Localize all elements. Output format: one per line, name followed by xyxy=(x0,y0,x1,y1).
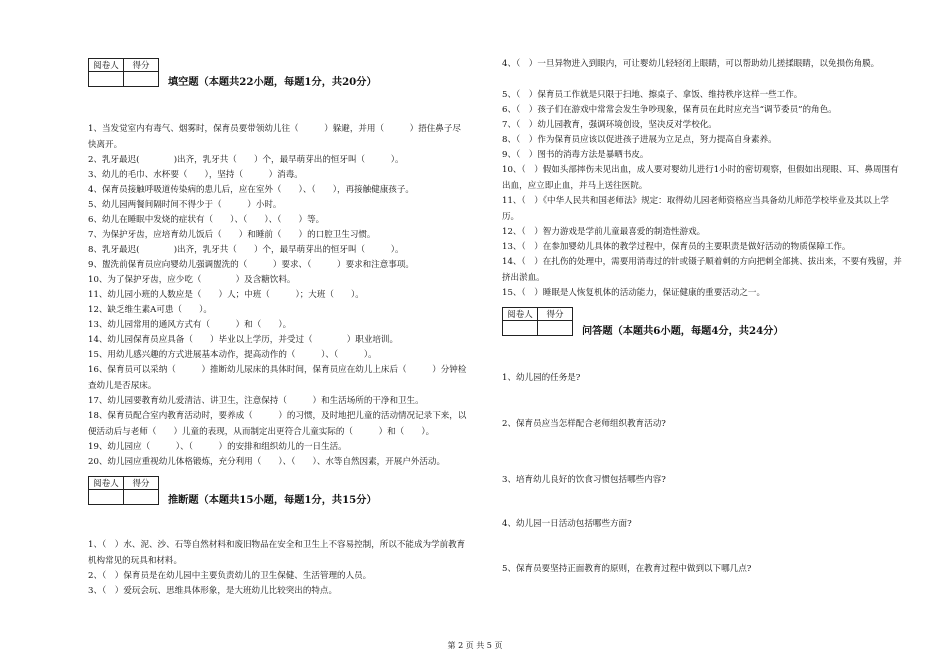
score-box-qa xyxy=(502,307,573,336)
section-title-judge: 推断题（本题共15小题，每题1分，共15分） xyxy=(168,494,377,506)
fill-question: 10、为了保护牙齿，应少吃（ ）及含糖饮料。 xyxy=(88,275,296,285)
qa-question: 4、幼儿园一日活动包括哪些方面? xyxy=(502,519,632,529)
judge-question: 7、（ ）幼儿园教育，强调环境创设，坚决反对学校化。 xyxy=(502,120,717,130)
judge-question: 9、（ ）图书的消毒方法是暴晒书皮。 xyxy=(502,150,649,160)
fill-question: 11、幼儿园小班的人数应是（ ）人；中班（ ）；大班（ ）。 xyxy=(88,290,364,300)
fill-question: 4、保育员接触呼吸道传染病的患儿后，应在室外（ ）、（ ），再接触健康孩子。 xyxy=(88,185,414,195)
fill-question: 18、保育员配合室内教育活动时，要养成（ ）的习惯，及时地把儿童的活动情况记录下来，以便活动后与老师（ ）儿童的表现，从而制定出更符合儿童实际的（ ）和（ ）。 xyxy=(88,411,467,437)
page-footer: 第 2 页 共 5 页 xyxy=(447,641,503,650)
score-label: 得分 xyxy=(124,477,159,490)
fill-question: 19、幼儿园应（ ）、（ ）的安排和组织幼儿的一日生活。 xyxy=(88,442,347,452)
section-title-fill: 填空题（本题共22小题，每题1分，共20分） xyxy=(168,76,377,88)
score-box-fill xyxy=(88,58,159,87)
judge-question: 13、（ ）在参加婴幼儿具体的教学过程中，保育员的主要职责是做好活动的物质保障工作。 xyxy=(502,242,851,252)
fill-question: 17、幼儿园要教育幼儿爱清洁、讲卫生，注意保持（ ）和生活场所的干净和卫生。 xyxy=(88,396,424,406)
section-title-qa: 问答题（本题共6小题，每题4分，共24分） xyxy=(582,325,784,337)
judge-question: 3、（ ）爱玩会玩、思维具体形象，是大班幼儿比较突出的特点。 xyxy=(88,586,338,596)
fill-question: 8、乳牙最迟( )出齐，乳牙共（ ）个，最早萌芽出的恒牙叫（ ）。 xyxy=(88,245,404,255)
qa-question: 1、幼儿园的任务是? xyxy=(502,373,581,383)
reviewer-label: 阅卷人 xyxy=(89,477,124,490)
judge-question: 10、（ ）假如头部摔伤未见出血，成人要对婴幼儿进行1小时的密切观察，但假如出现眼、耳、鼻周围有出血，应立即止血，并马上送往医院。 xyxy=(502,165,899,191)
reviewer-label: 阅卷人 xyxy=(503,308,538,321)
score-label: 得分 xyxy=(124,59,159,72)
judge-question: 2、（ ）保育员是在幼儿园中主要负责幼儿的卫生保健、生活管理的人员。 xyxy=(88,571,372,581)
judge-question: 8、（ ）作为保育员应该以促进孩子进展为立足点，努力提高自身素养。 xyxy=(502,135,777,145)
fill-question: 7、为保护牙齿，应培育幼儿饭后（ ）和睡前（ ）的口腔卫生习惯。 xyxy=(88,230,376,240)
fill-question: 3、幼儿的毛巾、水杯要（ ），坚持（ ）消毒。 xyxy=(88,170,303,180)
judge-question: 14、（ ）在扎伤的处理中，需要用消毒过的针或镊子顺着刺的方向把刺全部挑、拔出来，不要有残留，并挤出淤血。 xyxy=(502,257,902,283)
qa-question: 2、保育员应当怎样配合老师组织教育活动? xyxy=(502,419,666,429)
qa-question: 5、保育员要坚持正面教育的原则，在教育过程中做到以下哪几点? xyxy=(502,564,752,574)
judge-question: 11、（ ）《中华人民共和国老师法》规定：取得幼儿园老师资格应当具备幼儿师范学校毕业及其以上学历。 xyxy=(502,196,889,222)
fill-question: 16、保育员可以采纳（ ）推断幼儿尿床的具体时间，保育员应在幼儿上床后（ ）分钟检查幼儿是否尿床。 xyxy=(88,365,467,391)
judge-question: 4、（ ）一旦异物进入到眼内，可让婴幼儿轻轻闭上眼睛，可以帮助幼儿搓揉眼睛，以免损伤角膜。 xyxy=(502,59,880,69)
fill-question: 14、幼儿园保育员应具备（ ）毕业以上学历，并受过（ ）职业培训。 xyxy=(88,335,399,345)
fill-question: 20、幼儿园应重视幼儿体格锻炼，充分利用（ ）、（ ）、水等自然因素，开展户外活动。 xyxy=(88,457,446,467)
score-box-judge xyxy=(88,476,159,505)
fill-question: 15、用幼儿感兴趣的方式进展基本动作，提高动作的（ ）、（ ）。 xyxy=(88,350,377,360)
judge-question: 6、（ ）孩子们在游戏中常常会发生争吵现象，保育员在此时应充当“调节委员”的角色。 xyxy=(502,105,837,115)
judge-question: 12、（ ）智力游戏是学前儿童最喜爱的制造性游戏。 xyxy=(502,227,706,237)
fill-question: 13、幼儿园常用的通风方式有（ ）和（ ）。 xyxy=(88,320,292,330)
judge-question: 1、（ ）水、泥、沙、石等自然材料和废旧物品在安全和卫生上不容易控制，所以不能成为学前教育机构常见的玩具和材料。 xyxy=(88,540,466,566)
judge-question: 15、（ ）睡眠是人恢复机体的活动能力，保证健康的重要活动之一。 xyxy=(502,288,766,298)
fill-question: 12、缺乏维生素A可患（ ）。 xyxy=(88,305,212,315)
fill-question: 5、幼儿园两餐间隔时间不得少于（ ）小时。 xyxy=(88,200,282,210)
fill-question: 9、盥洗前保育员应向婴幼儿强调盥洗的（ ）要求、（ ）要求和注意事项。 xyxy=(88,260,414,270)
qa-question: 3、培育幼儿良好的饮食习惯包括哪些内容? xyxy=(502,475,666,485)
score-label: 得分 xyxy=(538,308,573,321)
reviewer-label: 阅卷人 xyxy=(89,59,124,72)
fill-question: 6、幼儿在睡眠中发烧的症状有（ ）、（ ）、（ ）等。 xyxy=(88,215,325,225)
judge-question: 5、（ ）保育员工作就是只限于扫地、擦桌子、拿饭、维持秩序这样一些工作。 xyxy=(502,90,803,100)
fill-question: 2、乳牙最迟( )出齐，乳牙共（ ）个，最早萌芽出的恒牙叫（ ）。 xyxy=(88,155,404,165)
fill-question: 1、当发觉室内有毒气、烟雾时，保育员要带领幼儿往（ ）躲避，并用（ ）捂住鼻子尽快离开。 xyxy=(88,124,461,150)
